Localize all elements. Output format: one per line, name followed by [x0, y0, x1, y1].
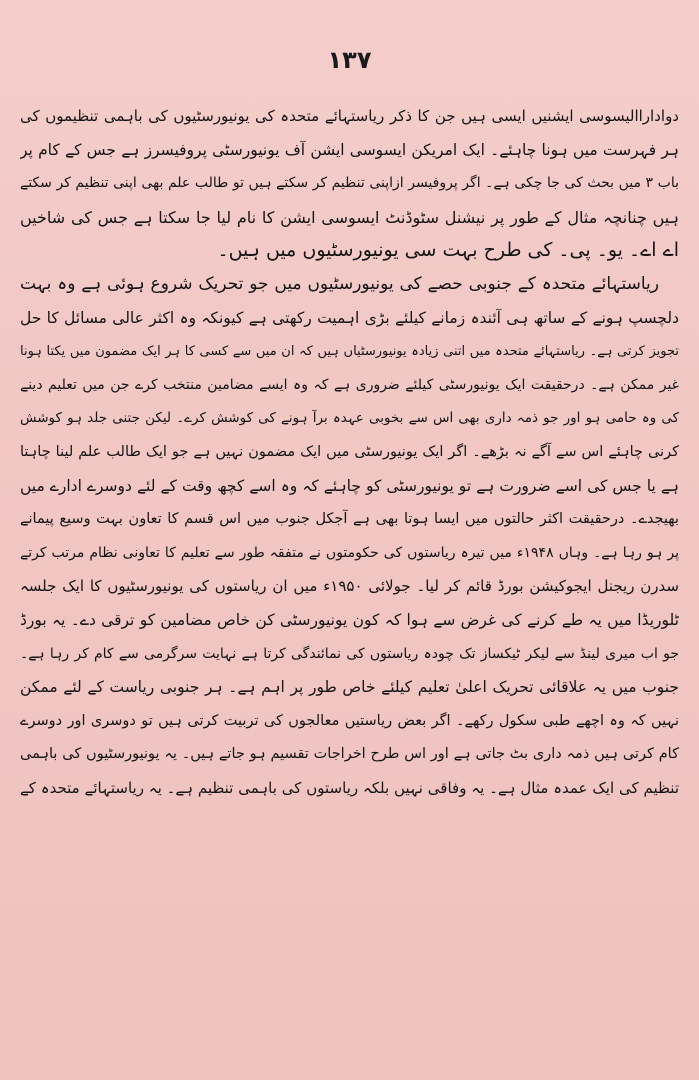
page-number: ۱۳۷ — [327, 46, 372, 74]
text-line: ٹلوریڈا میں یہ طے کرنے کی غرض سے ہوا کہ کون یونیورسٹی کن خاص مضامین کو ترقی دے۔ یہ بورڈ — [20, 610, 679, 629]
text-line: دواداراالیسوسی ایشنیں ایسی ہیں جن کا ذکر ریاستہائے متحدہ کی یونیورسٹیوں کی باہمی تنظیموں کی — [20, 107, 679, 125]
text-line: جنوب میں یہ علاقائی تحریک اعلیٰ تعلیم کیلئے خاص طور پر اہم ہے۔ ہر جنوبی ریاست کے لئے ممکن — [20, 678, 679, 697]
text-line: کی وہ حامی ہو اور جو ذمہ داری بھی اس سے بخوبی عہدہ برآ ہونے کی کوشش کرے۔ لیکن جتنی جلد ہو کوشش — [20, 410, 679, 427]
text-line: ریاستہائے متحدہ کے جنوبی حصے کی یونیورسٹیوں میں جو تحریک شروع ہوئی ہے وہ بہت — [20, 273, 659, 294]
text-line: ہے یا جس کی اسے ضرورت ہے تو یونیورسٹی کو چاہئے کہ وہ اسے کچھ وقت کے لئے دوسرے ادارے میں — [20, 476, 679, 495]
text-line: اے اے۔ یو۔ پی۔ کی طرح بہت سی یونیورسٹیوں میں ہیں۔ — [217, 239, 679, 262]
text-line: کرنی چاہئے اس سے آگے نہ بڑھے۔ اگر ایک یونیورسٹی میں ایک مضمون نہیں ہے جو ایک طالب علم لینا چاہتا — [20, 443, 679, 460]
text-line: پر ہو رہا ہے۔ وہاں ۱۹۴۸ء میں تیرہ ریاستوں کی حکومتوں نے متفقہ طور سے تعلیم کا تعاونی نظام مرتب کرتے — [20, 544, 679, 561]
text-line: تجویز کرتی ہے۔ ریاستہائے متحدہ میں اتنی زیادہ یونیورسٹیاں ہیں کہ ان میں سے کسی کا ہر ایک مضمون میں یکتا ہونا — [20, 344, 679, 360]
text-line: ہیں چنانچہ مثال کے طور پر نیشنل سٹوڈنٹ ایسوسی ایشن کا نام لیا جا سکتا ہے جس کی شاخیں — [20, 207, 679, 227]
text-line: تنظیم کی ایک عمدہ مثال ہے۔ یہ وفاقی نہیں بلکہ ریاستوں کی باہمی تنظیم ہے۔ یہ ریاستہائے متحدہ کے — [20, 778, 679, 797]
text-line: باب ۳ میں بحث کی جا چکی ہے۔ اگر پروفیسر ازاپنی تنظیم کر سکتے ہیں تو طالب علم بھی اپنی تنظیم کر سکتے — [20, 175, 679, 192]
text-line: جو اب میری لینڈ سے لیکر ٹیکساز تک چودہ ریاستوں کی نمائندگی کرتا ہے نہایت سرگرمی سے کام کر رہا ہے۔ — [20, 645, 679, 662]
text-line: ہر فہرست میں ہونا چاہئے۔ ایک امریکن ایسوسی ایشن آف یونیورسٹی پروفیسرز ہے جس کے کام پر — [20, 140, 679, 159]
text-line: بھیجدے۔ درحقیقت اکثر حالتوں میں ایسا ہوتا بھی ہے آجکل جنوب میں اس قسم کا تعاون بہت وسیع پیمانے — [20, 511, 679, 528]
text-line: سدرن ریجنل ایجوکیشن بورڈ قائم کر لیا۔ جولائی ۱۹۵۰ء میں ان ریاستوں کی یونیورسٹیوں کا ایک جلسہ — [20, 577, 679, 596]
page-body-text — [20, 100, 679, 805]
text-line: نہیں کہ وہ اچھے طبی سکول رکھے۔ اگر بعض ریاستیں معالجوں کی تربیت کرتی ہیں تو دوسری اور دوسرے — [20, 712, 679, 729]
text-line: دلچسپ ہونے کے ساتھ ہی آئندہ زمانے کیلئے بڑی اہمیت رکھتی ہے کیونکہ وہ اکثر عالی مسائل کا حل — [20, 308, 679, 327]
text-line: کام کرتی ہیں ذمہ داری بٹ جاتی ہے اور اس طرح اخراجات تقسیم ہو جاتے ہیں۔ یہ یونیورسٹیوں کی باہمی — [20, 746, 679, 763]
text-line: غیر ممکن ہے۔ درحقیقت ایک یونیورسٹی کیلئے ضروری ہے کہ وہ ایسے مضامین منتخب کرے جن میں تعلیم دینے — [20, 376, 679, 393]
